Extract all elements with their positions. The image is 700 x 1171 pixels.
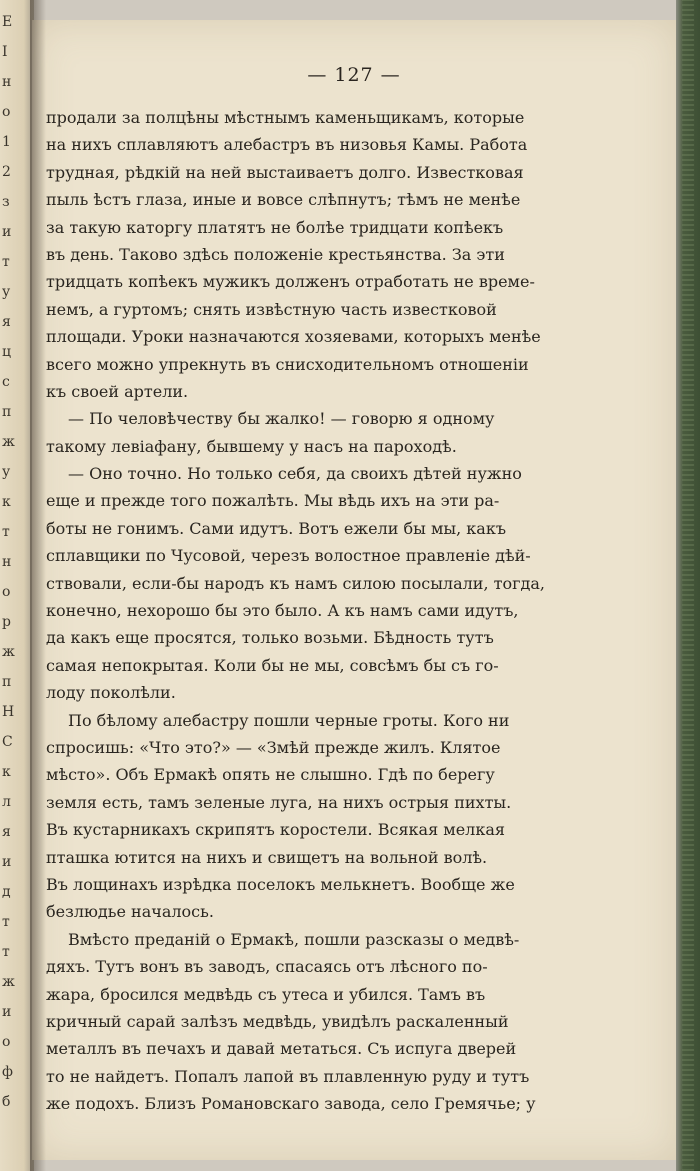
text-line: По бѣлому алебастру пошли черные гроты. Кого ни xyxy=(68,710,510,730)
text-line: Въ лощинахъ изрѣдка поселокъ мелькнетъ. Вообще же xyxy=(46,874,515,894)
facing-page-fragment: з xyxy=(2,194,10,210)
text-line: тридцать копѣекъ мужикъ долженъ отработать не време- xyxy=(46,272,535,292)
text-line: за такую каторгу платятъ не болѣе тридцати копѣекъ xyxy=(46,217,504,237)
facing-page-fragment: л xyxy=(2,794,11,810)
facing-page-fragment: о xyxy=(2,104,11,120)
facing-page-fragment: 1 xyxy=(2,134,11,150)
text-line: немъ, а гуртомъ; снять извѣстную часть известковой xyxy=(46,299,497,319)
text-line: земля есть, тамъ зеленые луга, на нихъ острыя пихты. xyxy=(46,792,512,812)
facing-page-fragment: к xyxy=(2,764,11,780)
facing-page-fragment: т xyxy=(2,524,10,540)
facing-page-edge xyxy=(0,0,34,1171)
text-line: на нихъ сплавляютъ алебастръ въ низовья Камы. Работа xyxy=(46,135,528,155)
facing-page-fragment: т xyxy=(2,254,10,270)
text-line: пташка ютится на нихъ и свищетъ на вольной волѣ. xyxy=(46,847,488,867)
facing-page-fragment: п xyxy=(2,674,12,690)
book-cover-edge xyxy=(676,0,700,1171)
text-line: безлюдье началось. xyxy=(46,902,214,922)
facing-page-fragment: с xyxy=(2,374,10,390)
facing-page-fragment: ж xyxy=(2,644,15,660)
page-text xyxy=(46,104,646,1117)
text-line: лоду поколѣли. xyxy=(46,683,176,703)
facing-page-fragment: т xyxy=(2,914,10,930)
text-line: боты не гонимъ. Сами идутъ. Вотъ ежели бы мы, какъ xyxy=(46,518,507,538)
text-line: конечно, нехорошо бы это было. А къ намъ сами идутъ, xyxy=(46,601,519,621)
facing-page-fragment: р xyxy=(2,614,11,630)
text-line: всего можно упрекнуть въ снисходительномъ отношеніи xyxy=(46,354,529,374)
text-line: въ день. Таково здѣсь положеніе крестьянства. За эти xyxy=(46,244,505,264)
text-line: еще и прежде того пожалѣть. Мы вѣдь ихъ на эти ра- xyxy=(46,491,500,511)
facing-page-fragment: н xyxy=(2,554,12,570)
facing-page-fragment: у xyxy=(2,464,11,480)
facing-page-fragment: ж xyxy=(2,974,15,990)
text-line: площади. Уроки назначаются хозяевами, которыхъ менѣе xyxy=(46,327,541,347)
facing-page-fragment: б xyxy=(2,1094,11,1110)
facing-page-fragment: С xyxy=(2,734,13,750)
facing-page-fragment: н xyxy=(2,74,12,90)
text-line: трудная, рѣдкій на ней выстаиваетъ долго. Известковая xyxy=(46,162,524,182)
text-line: кричный сарай залѣзъ медвѣдь, увидѣлъ раскаленный xyxy=(46,1011,509,1031)
facing-page-fragment: Е xyxy=(2,14,13,30)
facing-page-fragment: Н xyxy=(2,704,15,720)
text-line: ствовали, если-бы народъ къ намъ силою посылали, тогда, xyxy=(46,573,545,593)
facing-page-fragment: о xyxy=(2,1034,11,1050)
facing-page-fragment: у xyxy=(2,284,11,300)
text-line: да какъ еще просятся, только возьми. Бѣдность тутъ xyxy=(46,628,494,648)
text-line: мѣсто». Объ Ермакѣ опять не слышно. Гдѣ по берегу xyxy=(46,765,495,785)
facing-page-fragment: и xyxy=(2,224,12,240)
facing-page-fragment: и xyxy=(2,854,12,870)
facing-page-fragment: и xyxy=(2,1004,12,1020)
facing-page-fragment: I xyxy=(2,44,8,60)
facing-page-fragment: о xyxy=(2,584,11,600)
text-line: сплавщики по Чусовой, черезъ волостное правленіе дѣй- xyxy=(46,546,531,566)
text-line: къ своей артели. xyxy=(46,381,189,401)
page-number: — 127 — xyxy=(307,64,401,86)
text-line: продали за полцѣны мѣстнымъ каменьщикамъ, которые xyxy=(46,108,525,127)
text-line: Вмѣсто преданій о Ермакѣ, пошли разсказы о медвѣ- xyxy=(68,929,520,949)
text-line: спросишь: «Что это?» — «Змѣй прежде жилъ. Клятое xyxy=(46,737,501,757)
text-line: пыль ѣстъ глаза, иные и вовсе слѣпнутъ; тѣмъ не менѣе xyxy=(46,190,521,210)
text-line: жара, бросился медвѣдь съ утеса и убился. Тамъ въ xyxy=(46,984,486,1004)
text-line: то не найдетъ. Попалъ лапой въ плавленную руду и тутъ xyxy=(46,1066,530,1086)
facing-page-fragment: ж xyxy=(2,434,15,450)
facing-page-fragment: ц xyxy=(2,344,12,360)
text-line: же подохъ. Близъ Романовскаго завода, село Гремячье; у xyxy=(46,1094,536,1114)
facing-page-fragment: ф xyxy=(2,1064,13,1080)
text-line: металлъ въ печахъ и давай метаться. Съ испуга дверей xyxy=(46,1039,517,1059)
facing-page-fragment: т xyxy=(2,944,10,960)
gutter-shadow xyxy=(30,0,46,1171)
text-line: такому левіафану, бывшему у насъ на пароходѣ. xyxy=(46,436,457,456)
text-line: — По человѣчеству бы жалко! — говорю я одному xyxy=(68,409,495,429)
book-page xyxy=(32,20,676,1160)
facing-page-fragment: п xyxy=(2,404,12,420)
text-line: дяхъ. Тутъ вонъ въ заводъ, спасаясь отъ лѣсного по- xyxy=(46,957,488,977)
text-line: — Оно точно. Но только себя, да своихъ дѣтей нужно xyxy=(68,464,522,484)
facing-page-fragment: 2 xyxy=(2,164,11,180)
text-line: самая непокрытая. Коли бы не мы, совсѣмъ бы съ го- xyxy=(46,655,499,675)
text-line: Въ кустарникахъ скрипятъ коростели. Всякая мелкая xyxy=(46,820,505,840)
facing-page-fragment: к xyxy=(2,494,11,510)
facing-page-fragment: д xyxy=(2,884,11,900)
facing-page-fragment: я xyxy=(2,314,11,330)
facing-page-fragment: я xyxy=(2,824,11,840)
